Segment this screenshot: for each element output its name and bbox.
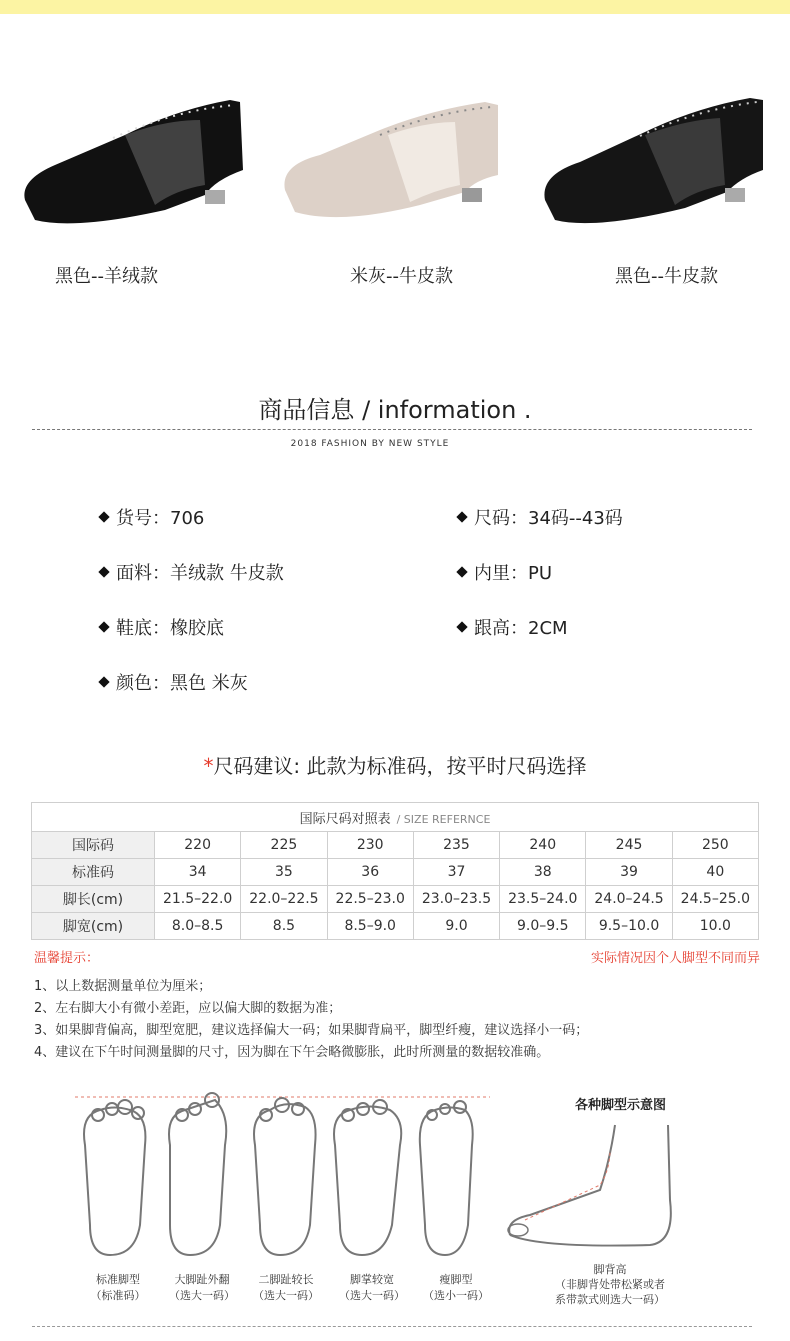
table-row: 国际码 220 225 230 235 240 245 250	[32, 832, 759, 859]
spec-lining: 内里：PU	[458, 559, 552, 585]
size-advice: *尺码建议: 此款为标准码，按平时尺码选择	[203, 754, 587, 778]
shoe-image-black-leather	[535, 80, 765, 240]
diamond-bullet-icon	[98, 566, 109, 577]
note-4: 4、建议在下午时间测量脚的尺寸，因为脚在下午会略微膨胀，此时所测量的数据较准确。	[34, 1045, 550, 1060]
high-instep-diagram	[500, 1120, 700, 1250]
table-row: 脚长(cm) 21.5–22.0 22.0–22.5 22.5–23.0 23.0–23.5 23.5–24.0 24.0–24.5 24.5–25.0	[32, 886, 759, 913]
table-row: 脚宽(cm) 8.0–8.5 8.5 8.5–9.0 9.0 9.0–9.5 9.5–10.0 10.0	[32, 913, 759, 940]
high-instep-label: 脚背高 （非脚背处带松紧或者 系带款式则选大一码）	[555, 1263, 665, 1306]
foot-type-thin: 瘦脚型 （选小一码）	[423, 1273, 489, 1302]
tip-heading: 温馨提示：	[34, 951, 100, 966]
product-label-beige-leather: 米灰--牛皮款	[350, 266, 453, 287]
table-row: 标准码 34 35 36 37 38 39 40	[32, 859, 759, 886]
foot-type-standard: 标准脚型 （标准码）	[90, 1273, 146, 1302]
diamond-bullet-icon	[456, 511, 467, 522]
tip-disclaimer: 实际情况因个人脚型不同而异	[590, 951, 760, 966]
diamond-bullet-icon	[456, 621, 467, 632]
spec-heel: 跟高：2CM	[458, 614, 568, 640]
diamond-bullet-icon	[98, 676, 109, 687]
foot-type-long-second-toe: 二脚趾较长 （选大一码）	[253, 1273, 319, 1302]
divider	[32, 429, 752, 430]
spec-color: 颜色：黑色 米灰	[100, 669, 248, 695]
note-1: 1、以上数据测量单位为厘米；	[34, 979, 212, 994]
diamond-bullet-icon	[456, 566, 467, 577]
product-label-black-leather: 黑色--牛皮款	[615, 266, 718, 287]
foot-type-wide: 脚掌较宽 （选大一码）	[339, 1273, 405, 1302]
note-2: 2、左右脚大小有微小差距，应以偏大脚的数据为准；	[34, 1001, 342, 1016]
spec-size: 尺码：34码--43码	[458, 504, 623, 530]
spec-material: 面料：羊绒款 牛皮款	[100, 559, 284, 585]
shoe-image-beige-leather	[270, 80, 500, 240]
foot-types-diagram	[70, 1085, 500, 1265]
size-table	[31, 802, 759, 940]
shoe-image-black-suede	[15, 80, 245, 240]
top-color-bar	[0, 0, 790, 14]
spec-item-no: 货号：706	[100, 504, 204, 530]
note-3: 3、如果脚背偏高，脚型宽肥，建议选择偏大一码；如果脚背扁平，脚型纤瘦，建议选择小一码；	[34, 1023, 589, 1038]
diamond-bullet-icon	[98, 621, 109, 632]
diamond-bullet-icon	[98, 511, 109, 522]
bottom-divider	[32, 1326, 752, 1327]
foot-type-bunion: 大脚趾外翻 （选大一码）	[169, 1273, 235, 1302]
spec-sole: 鞋底：橡胶底	[100, 614, 224, 640]
product-label-black-suede: 黑色--羊绒款	[55, 266, 158, 287]
info-title: 商品信息 / information .	[258, 396, 532, 424]
foot-types-title: 各种脚型示意图	[575, 1098, 667, 1113]
size-table-title: 国际尺码对照表 / SIZE REFERNCE	[32, 803, 759, 832]
info-subtitle: 2018 FASHION BY NEW STYLE	[290, 439, 450, 449]
